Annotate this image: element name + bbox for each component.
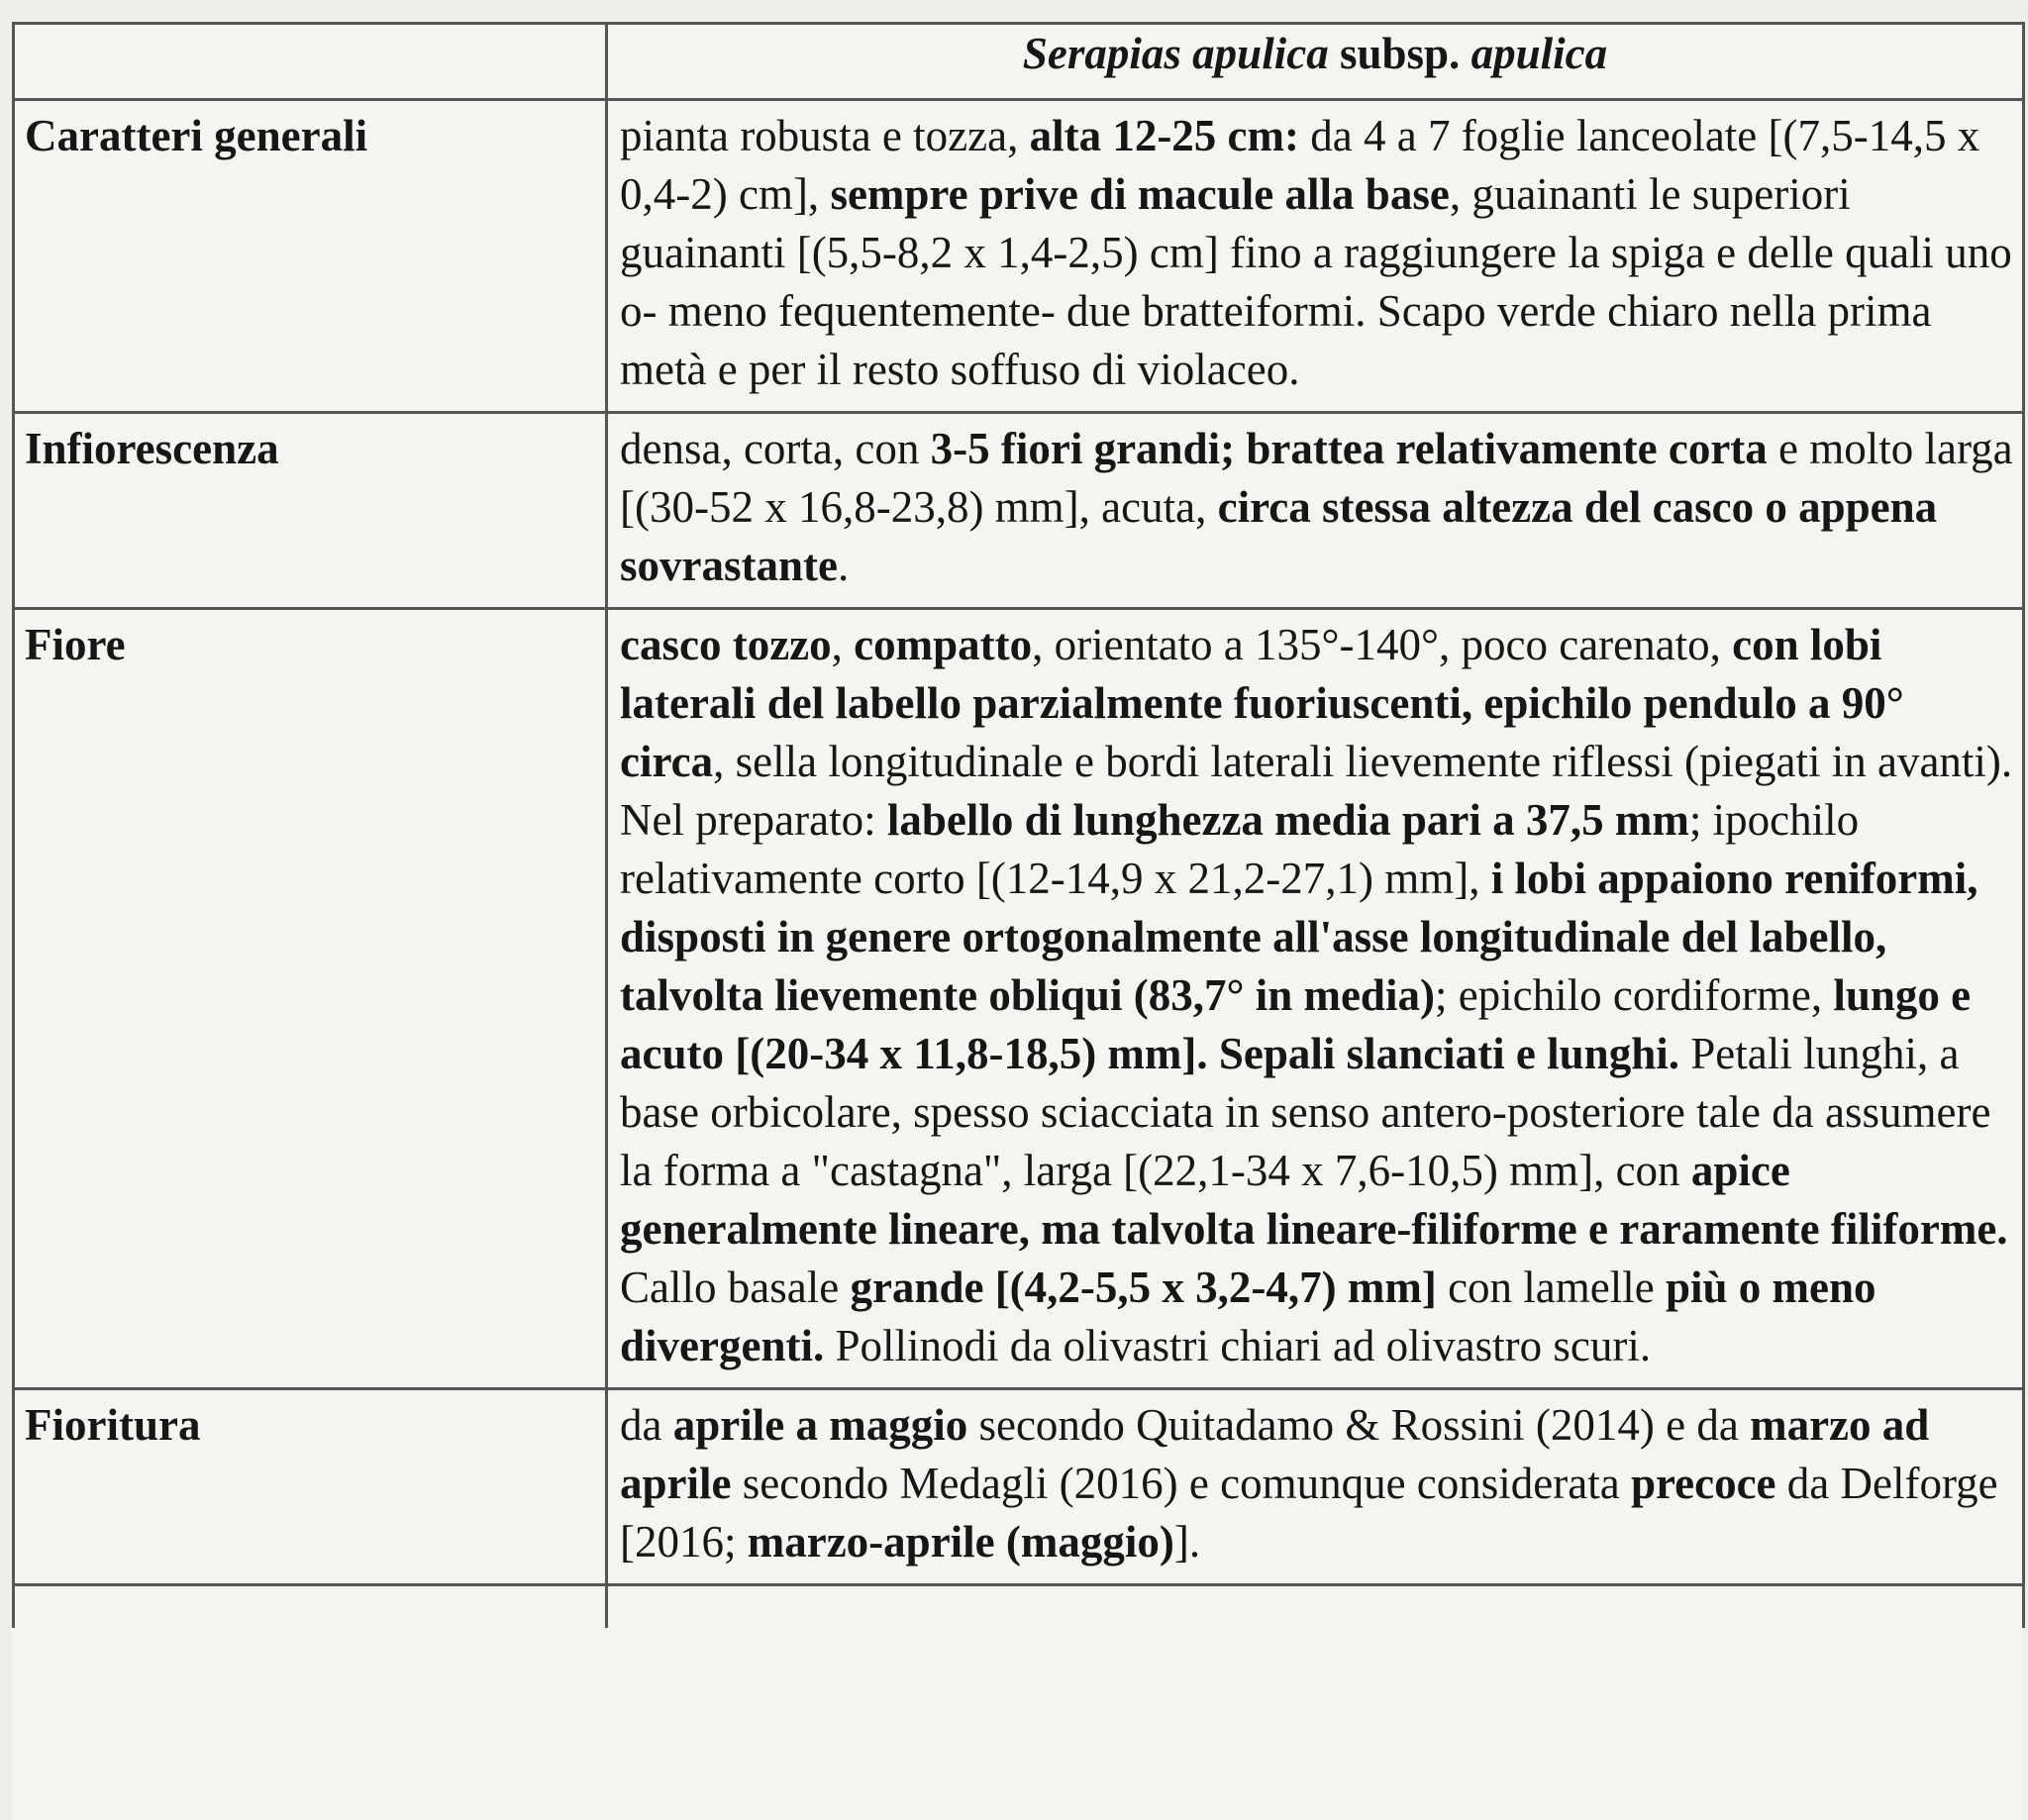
text-segment: , orientato a 135°-140°, poco carenato, — [1032, 620, 1733, 669]
text-segment: Callo basale — [620, 1263, 851, 1312]
text-segment: , guainanti le superiori guainanti [(5,5-8,2 x 1,4-2,5) cm] fino a raggiungere la spiga e delle quali uno o- meno fequentemente- due bratteiformi. Scapo verde chiaro nella prima metà e per il resto soffuso di violaceo. — [620, 169, 2012, 394]
text-segment: . — [837, 541, 850, 590]
species-description-table — [12, 22, 2025, 1628]
bold-text-segment: sempre prive di macule alla base — [830, 169, 1450, 219]
text-segment: , — [831, 620, 855, 669]
document-page — [12, 22, 2022, 1820]
text-segment: ]. — [1173, 1517, 1201, 1567]
bold-text-segment: più o meno divergenti. — [620, 1263, 1876, 1370]
bold-text-segment: casco tozzo — [620, 620, 832, 669]
text-segment: densa, corta, con — [620, 424, 931, 473]
bold-text-segment: marzo ad aprile — [620, 1400, 1930, 1508]
table-row — [14, 413, 2024, 609]
text-segment: ; epichilo cordiforme, — [1434, 970, 1834, 1020]
bold-text-segment: marzo-aprile (maggio) — [747, 1517, 1174, 1567]
bold-text-segment: grande [(4,2-5,5 x 3,2-4,7) mm] — [850, 1263, 1437, 1312]
text-segment: da 4 a 7 foglie lanceolate [(7,5-14,5 x 0,4-2) cm], — [620, 111, 1980, 219]
row-label: Infiorescenza — [14, 413, 607, 609]
text-segment: ; ipochilo relativamente corto [(12-14,9 x 21,2-27,1) mm], — [620, 795, 1860, 903]
text-segment: e molto larga [(30-52 x 16,8-23,8) mm], acuta, — [620, 424, 2013, 532]
bold-text-segment: compatto — [854, 620, 1033, 669]
text-segment: pianta robusta e tozza, — [620, 111, 1030, 160]
row-description — [607, 413, 2024, 609]
text-segment: Pollinodi da olivastri chiari ad olivastro scuri. — [824, 1321, 1652, 1370]
text-segment: secondo Medagli (2016) e comunque considerata — [731, 1459, 1631, 1508]
text-segment: da Delforge [2016; — [620, 1459, 1998, 1567]
text-segment: , sella longitudinale e bordi laterali lievemente riflessi (piegati in avanti). Nel preparato: — [620, 737, 2013, 845]
bold-text-segment: circa stessa altezza del casco o appena sovrastante — [620, 482, 1938, 590]
table-header-row — [14, 24, 2024, 100]
row-description — [607, 100, 2024, 413]
text-segment: con lamelle — [1436, 1263, 1666, 1312]
table-row-cut-off — [14, 1585, 2024, 1629]
table-row — [14, 100, 2024, 413]
row-label: Caratteri generali — [14, 100, 607, 413]
bold-text-segment: 3-5 fiori grandi; brattea relativamente corta — [930, 424, 1768, 473]
bold-text-segment: lungo e acuto [(20-34 x 11,8-18,5) mm]. Sepali slanciati e lunghi. — [620, 970, 1972, 1078]
bold-text-segment: labello di lunghezza media pari a 37,5 mm — [886, 795, 1689, 845]
row-description — [607, 1389, 2024, 1585]
text-segment: da — [620, 1400, 673, 1450]
text-segment: secondo Quitadamo & Rossini (2014) e da — [967, 1400, 1751, 1450]
species-genus: Serapias apulica — [1022, 29, 1329, 78]
header-empty-cell — [14, 24, 607, 100]
empty-cell — [607, 1585, 2024, 1629]
species-epithet: apulica — [1470, 29, 1608, 78]
table-row — [14, 609, 2024, 1389]
table-row — [14, 1389, 2024, 1585]
species-rank: subsp. — [1328, 29, 1471, 78]
species-title — [607, 24, 2024, 100]
bold-text-segment: aprile a maggio — [672, 1400, 968, 1450]
bold-text-segment: alta 12-25 cm: — [1029, 111, 1299, 160]
bold-text-segment: con lobi laterali del labello parzialmente fuoriuscenti, epichilo pendulo a 90° circa — [620, 620, 1904, 786]
row-description — [607, 609, 2024, 1389]
row-label: Fiore — [14, 609, 607, 1389]
bold-text-segment: precoce — [1630, 1459, 1776, 1508]
text-segment: Petali lunghi, a base orbicolare, spesso sciacciata in senso antero-posteriore tale da assumere la forma a "castagna", larga [(22,1-34 x 7,6-10,5) mm], con — [620, 1029, 1991, 1195]
bold-text-segment: apice generalmente lineare, ma talvolta lineare-filiforme e raramente filiforme. — [620, 1146, 2008, 1254]
row-label: Fioritura — [14, 1389, 607, 1585]
empty-cell — [14, 1585, 607, 1629]
bold-text-segment: i lobi appaiono reniformi, disposti in genere ortogonalmente all'asse longitudinale del labello, talvolta lievemente obliqui (83,7° in media) — [620, 854, 1978, 1020]
